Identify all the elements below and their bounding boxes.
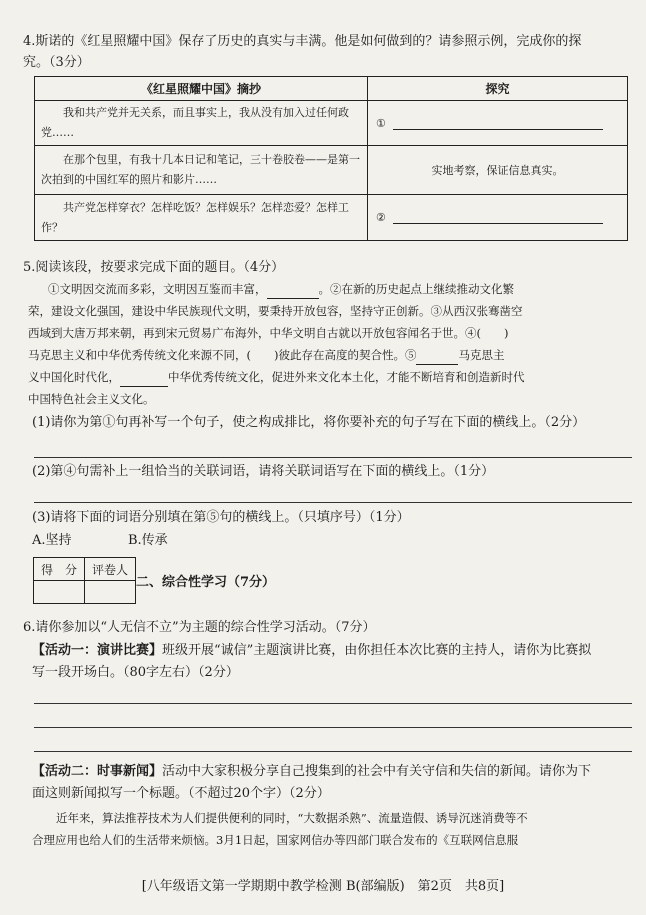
passage-text: 马克思主义和中华优秀传统文化来源不同，( )彼此存在高度的契合性。⑤ [28,348,417,362]
answer-line-6-1c[interactable] [34,751,632,752]
answer-line-5-2[interactable] [34,502,632,503]
table-header-excerpt: 《红星照耀中国》摘抄 [35,77,368,101]
activity1-tag: 【活动一：演讲比赛】 [32,643,163,658]
activity2-text: 活动中大家积极分享自己搜集到的社会中有关守信和失信的新闻。请你为下 [162,764,592,779]
q5-passage-line3: 西域到大唐万邦来朝，再到宋元贸易广布海外，中华文明自古就以开放包容闻名于世。④( ) [28,326,509,340]
table-row1-excerpt: 我和共产党并无关系，而且事实上，我从没有加入过任何政党…… [35,101,368,146]
passage-text: 马克思主 [458,348,505,362]
passage-text: ①文明因交流而多彩，文明因互鉴而丰富， [48,282,267,296]
q5-option-a: A.坚持 [32,533,72,548]
table-row2-excerpt: 在那个包里，有我十几本日记和笔记，三十卷胶卷——是第一次拍到的中国红军的照片和影片…… [35,146,368,195]
q6-title: 6.请你参加以“人无信不立”为主题的综合性学习活动。（7分） [23,620,376,635]
news-line1: 近年来，算法推荐技术为人们提供便利的同时，“大数据杀熟”、流量造假、诱导沉迷消费等不 [56,811,528,825]
q5-passage-line1 [48,279,638,299]
answer-blank-2[interactable] [393,223,603,224]
q6-activity2 [32,762,638,782]
q4-line2: 究。（3分） [23,55,90,70]
q5-passage-line4 [28,345,638,365]
passage-text: 义中国化时代化， [28,370,120,384]
answer-blank-1[interactable] [393,129,603,130]
q5-sub1: (1)请你为第①句再补写一个句子，使之构成排比，将你要补充的句子写在下面的横线上。（2分） [32,415,586,430]
q5-passage-line2: 荣，建设文化强国，建设中华民族现代文明，要秉持开放包容，坚持守正创新。③从西汉张骞凿空 [28,304,523,318]
table-row2-example: 实地考察，保证信息真实。 [368,146,628,195]
answer-line-6-1b[interactable] [34,727,632,728]
q6-activity1 [32,641,638,661]
q5-title: 5.阅读该段，按要求完成下面的题目。（4分） [23,260,285,275]
answer-line-6-1a[interactable] [34,703,632,704]
score-label: 得 分 [34,558,85,581]
q4-table [34,76,628,241]
passage-blank-1[interactable] [267,298,319,299]
q5-option-b: B.传承 [128,533,168,548]
q5-passage-line5 [28,367,638,387]
answer-marker-1: ① [376,116,386,130]
passage-text: 中华优秀传统文化，促进外来文化本土化，才能不断培育和创造新时代 [168,370,525,384]
news-line2: 合理应用也给人们的生活带来烦恼。3月1日起，国家网信办等四部门联合发布的《互联网信息服 [32,833,519,847]
answer-marker-2: ② [376,211,386,224]
grader-label: 评卷人 [85,558,136,581]
passage-text: 。②在新的历史起点上继续推动文化繁 [318,282,514,296]
grader-cell[interactable] [85,581,136,604]
passage-blank-2[interactable] [416,364,458,365]
q6-activity2-line2: 面这则新闻拟写一个标题。（不超过20个字）（2分） [32,786,330,801]
score-box [33,557,136,604]
table-header-explore: 探究 [368,77,628,101]
q6-activity1-line2: 写一段开场白。（80字左右）（2分） [32,665,239,680]
q4-line1: 4.斯诺的《红星照耀中国》保存了历史的真实与丰满。他是如何做到的？请参照示例，完成你的探 [23,34,582,49]
q5-passage-line6: 中国特色社会主义文化。 [28,392,155,406]
section-title: 二、综合性学习（7分） [136,575,276,590]
passage-blank-3[interactable] [120,386,168,387]
table-row3-answer[interactable] [368,195,628,241]
answer-line-5-1[interactable] [34,457,632,458]
page-footer: [八年级语文第一学期期中教学检测 B(部编版) 第2页 共8页] [141,879,505,894]
table-row3-excerpt: 共产党怎样穿衣？怎样吃饭？怎样娱乐？怎样恋爱？怎样工作？ [35,195,368,241]
score-cell[interactable] [34,581,85,604]
table-row1-answer[interactable] [368,101,628,146]
q5-sub3: (3)请将下面的词语分别填在第⑤句的横线上。（只填序号）（1分） [32,510,410,525]
activity1-text: 班级开展“诚信”主题演讲比赛，由你担任本次比赛的主持人，请你为比赛拟 [162,643,592,658]
q5-sub2: (2)第④句需补上一组恰当的关联词语，请将关联词语写在下面的横线上。（1分） [32,464,495,479]
activity2-tag: 【活动二：时事新闻】 [32,764,163,779]
